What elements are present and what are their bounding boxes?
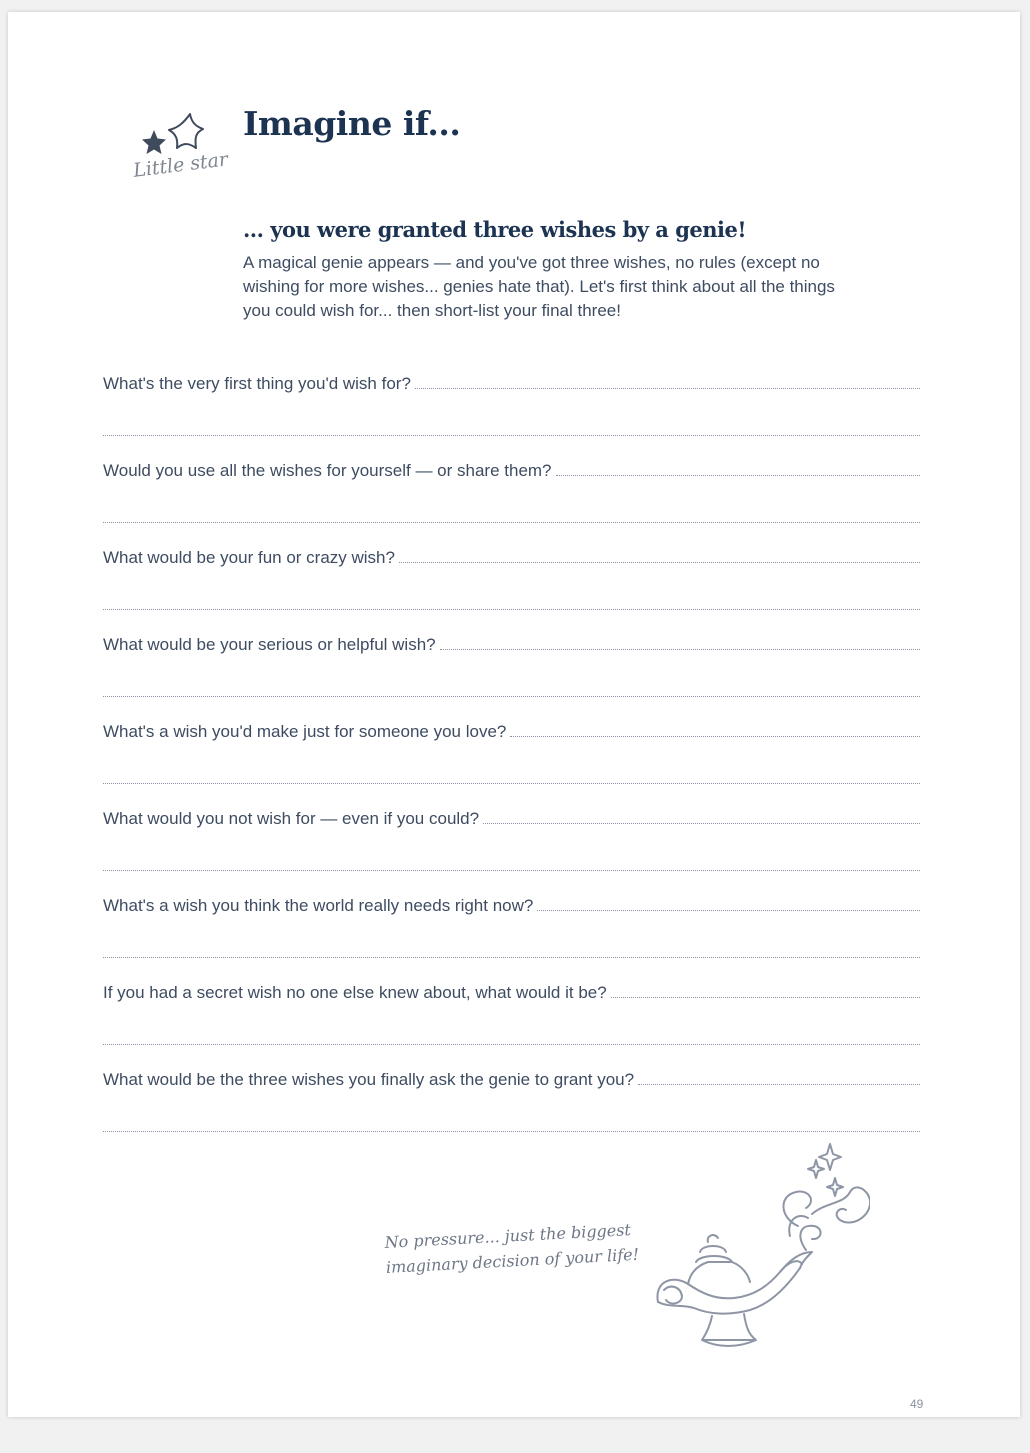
answer-line[interactable]: [103, 1131, 920, 1132]
question-item: [103, 718, 920, 805]
answer-line[interactable]: [103, 1044, 920, 1045]
page-title: Imagine if...: [243, 104, 461, 143]
answer-line[interactable]: [483, 822, 920, 824]
question-text: What would be your serious or helpful wish?: [103, 635, 436, 654]
question-item: [103, 979, 920, 1066]
workbook-page: [8, 12, 1020, 1417]
question-item: [103, 805, 920, 892]
question-text: What would be your fun or crazy wish?: [103, 548, 395, 567]
question-text: What's a wish you think the world really needs right now?: [103, 896, 534, 915]
question-item: [103, 892, 920, 979]
question-item: [103, 457, 920, 544]
question-text: What's the very first thing you'd wish for?: [103, 374, 411, 393]
question-text: What would you not wish for — even if you could?: [103, 809, 480, 828]
page-subtitle: ... you were granted three wishes by a genie!: [243, 217, 747, 242]
answer-line[interactable]: [556, 474, 920, 476]
page-number: 49: [910, 1397, 924, 1411]
footer-note-line: imaginary decision of your life!: [385, 1244, 640, 1277]
answer-line[interactable]: [103, 696, 920, 697]
answer-line[interactable]: [399, 561, 920, 563]
question-text: What's a wish you'd make just for someone you love?: [103, 722, 507, 741]
answer-line[interactable]: [103, 609, 920, 610]
answer-line[interactable]: [537, 909, 920, 911]
question-list: [103, 370, 920, 1153]
answer-line[interactable]: [103, 522, 920, 523]
answer-line[interactable]: [103, 870, 920, 871]
answer-line[interactable]: [415, 387, 920, 389]
answer-line[interactable]: [440, 648, 920, 650]
intro-paragraph: A magical genie appears — and you've got three wishes, no rules (except no wishing for more wishes... genies hate that). Let's first think about all the things you could wish for... then short-list your final three!: [243, 253, 835, 320]
question-text: What would be the three wishes you finally ask the genie to grant you?: [103, 1070, 635, 1089]
question-text: Would you use all the wishes for yourself — or share them?: [103, 461, 552, 480]
question-item: [103, 370, 920, 457]
logo-caption: Little star: [132, 148, 230, 182]
answer-line[interactable]: [103, 957, 920, 958]
answer-line[interactable]: [510, 735, 920, 737]
answer-line[interactable]: [638, 1083, 920, 1085]
answer-line[interactable]: [103, 435, 920, 436]
genie-lamp-icon: [630, 1140, 870, 1350]
question-text: If you had a secret wish no one else knew about, what would it be?: [103, 983, 607, 1002]
answer-line[interactable]: [103, 783, 920, 784]
question-item: [103, 544, 920, 631]
question-item: [103, 631, 920, 718]
footer-note: [384, 1217, 640, 1280]
answer-line[interactable]: [611, 996, 920, 998]
footer-note-line: No pressure... just the biggest: [384, 1220, 632, 1252]
